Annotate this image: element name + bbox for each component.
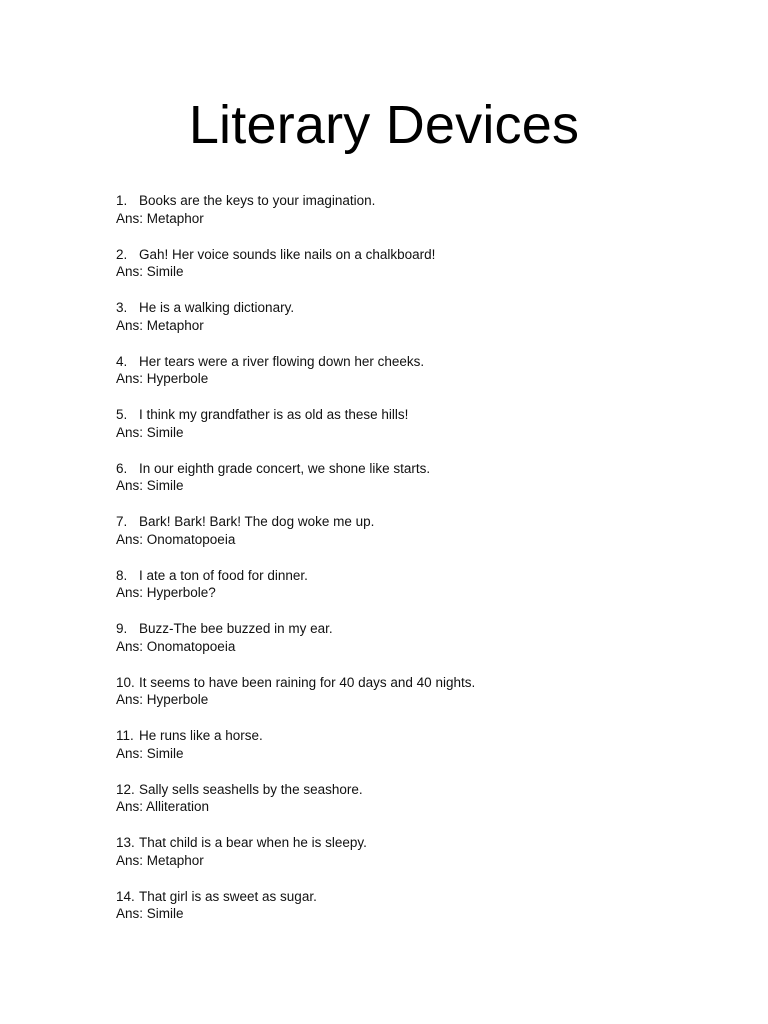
item-question: Buzz-The bee buzzed in my ear.: [139, 621, 333, 636]
list-item: [116, 246, 676, 300]
item-answer: Ans: Simile: [116, 264, 184, 279]
item-answer: Ans: Metaphor: [116, 210, 204, 226]
item-question: He runs like a horse.: [139, 728, 263, 743]
list-item: [116, 513, 676, 567]
list-item: [116, 781, 676, 835]
item-number: 10.: [116, 674, 135, 690]
item-number: 2.: [116, 246, 128, 262]
page-title: Literary Devices: [188, 95, 580, 155]
item-answer: Ans: Simile: [116, 906, 184, 921]
list-item: [116, 834, 676, 888]
item-number: 1.: [116, 193, 128, 208]
item-number: 5.: [116, 407, 128, 422]
list-item: [116, 888, 676, 942]
item-answer: Ans: Simile: [116, 478, 184, 493]
item-number: 11.: [116, 728, 134, 743]
list-item: [116, 620, 676, 674]
item-number: 12.: [116, 781, 135, 797]
item-question: Gah! Her voice sounds like nails on a chalkboard!: [139, 246, 436, 262]
item-number: 13.: [116, 835, 135, 850]
item-answer: Ans: Metaphor: [116, 317, 204, 333]
item-number: 8.: [116, 567, 128, 583]
item-question: He is a walking dictionary.: [139, 300, 295, 315]
item-question: Her tears were a river flowing down her cheeks.: [139, 353, 425, 369]
item-question: Books are the keys to your imagination.: [139, 193, 376, 208]
list-item: [116, 674, 676, 728]
list-item: [116, 353, 676, 407]
item-question: I ate a ton of food for dinner.: [139, 567, 308, 583]
item-answer: Ans: Hyperbole?: [116, 585, 216, 600]
item-number: 7.: [116, 514, 128, 529]
item-answer: Ans: Alliteration: [116, 799, 210, 814]
item-number: 4.: [116, 353, 128, 369]
list-item: [116, 406, 676, 460]
list-item: [116, 727, 676, 781]
item-number: 9.: [116, 621, 128, 636]
list-item: [116, 460, 676, 514]
item-question: It seems to have been raining for 40 days and 40 nights.: [139, 674, 476, 690]
item-number: 6.: [116, 460, 128, 476]
item-question: Sally sells seashells by the seashore.: [139, 781, 363, 797]
item-answer: Ans: Onomatopoeia: [116, 638, 236, 654]
list-item: [116, 567, 676, 621]
item-answer: Ans: Metaphor: [116, 852, 204, 868]
item-question: In our eighth grade concert, we shone like starts.: [139, 460, 431, 476]
list-item: [116, 299, 676, 353]
item-question: I think my grandfather is as old as these hills!: [139, 407, 409, 422]
item-number: 14.: [116, 888, 135, 904]
item-question: Bark! Bark! Bark! The dog woke me up.: [139, 514, 375, 529]
item-number: 3.: [116, 300, 128, 315]
item-answer: Ans: Hyperbole: [116, 371, 209, 386]
item-question: That girl is as sweet as sugar.: [139, 888, 317, 904]
item-answer: Ans: Simile: [116, 745, 184, 761]
item-answer: Ans: Hyperbole: [116, 692, 209, 707]
list-item: [116, 192, 676, 246]
question-list: [116, 192, 676, 941]
item-answer: Ans: Simile: [116, 424, 184, 440]
item-question: That child is a bear when he is sleepy.: [139, 835, 367, 850]
item-answer: Ans: Onomatopoeia: [116, 531, 236, 547]
